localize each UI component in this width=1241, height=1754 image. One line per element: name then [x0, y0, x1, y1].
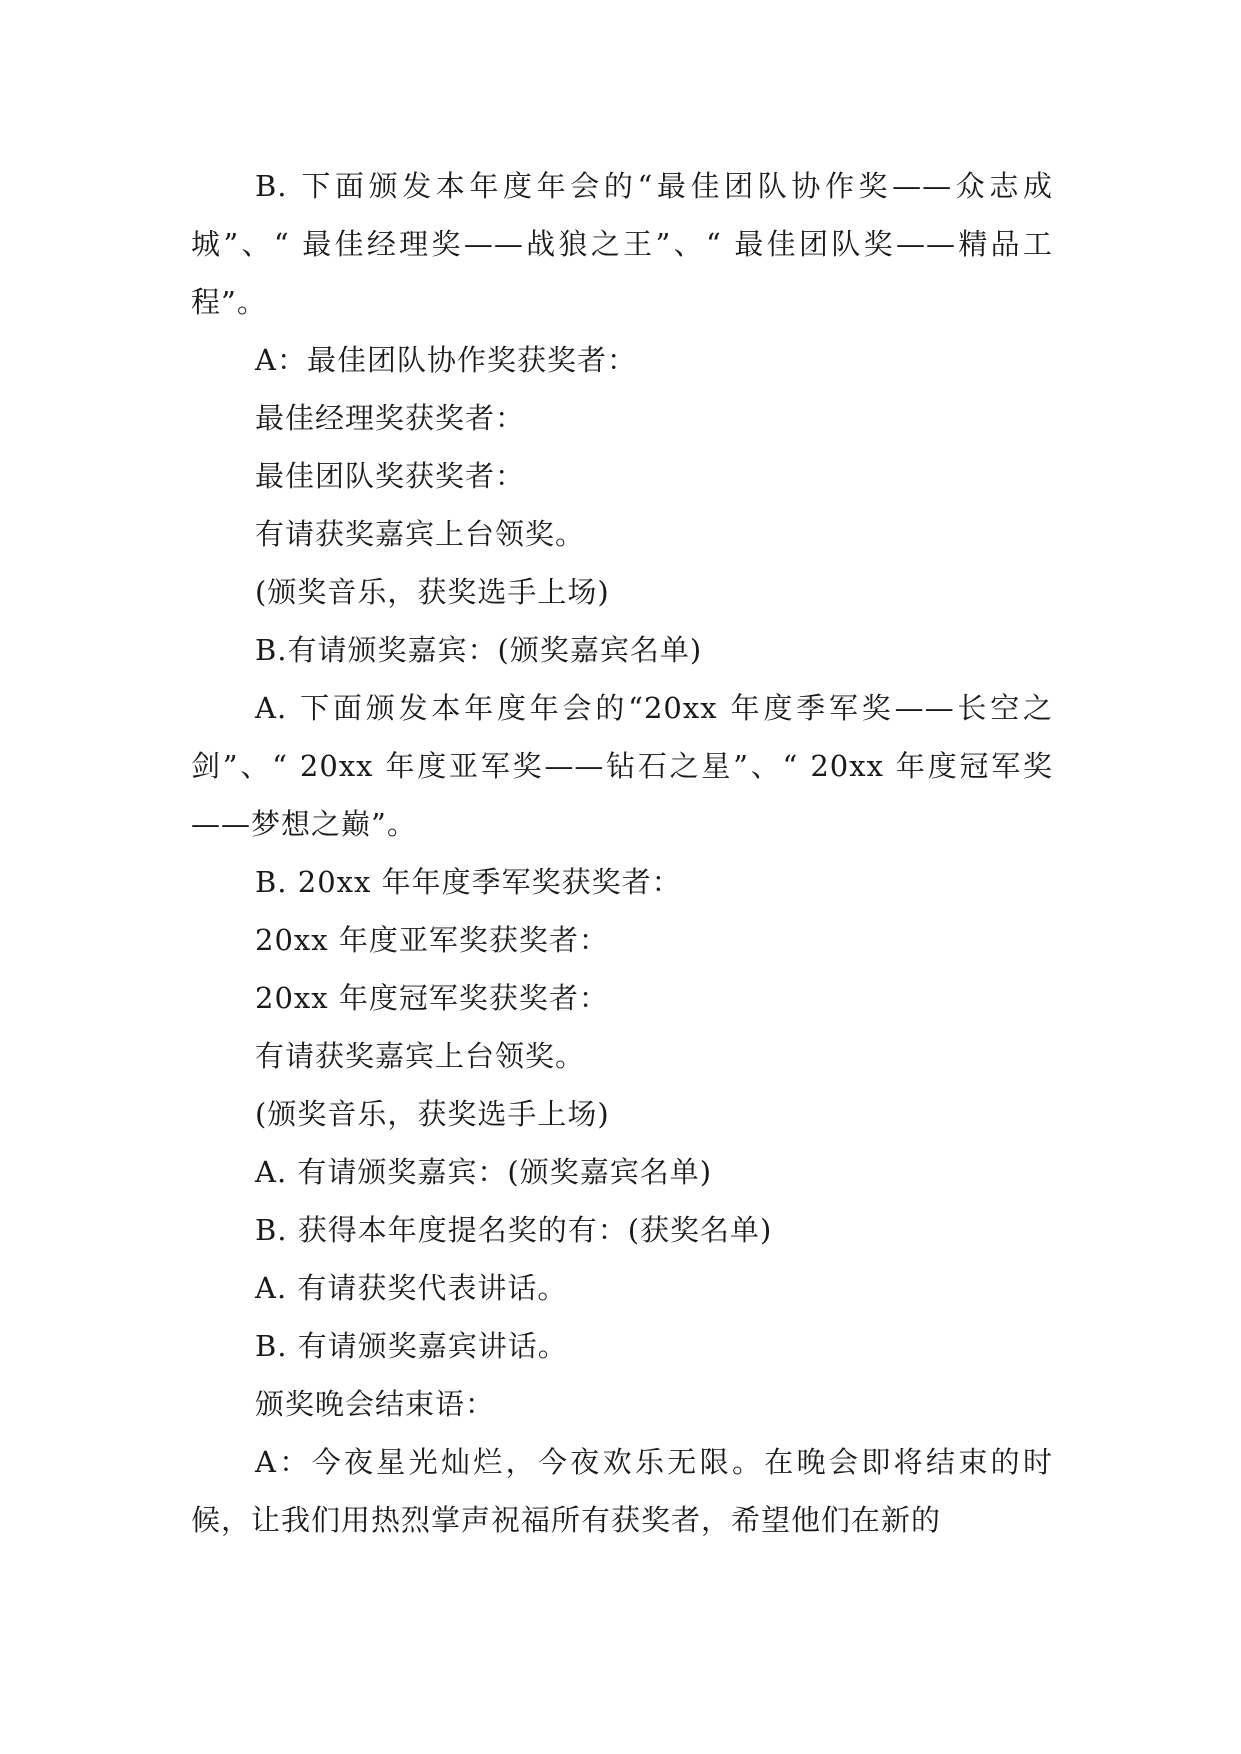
- paragraph-music-cue-2: (颁奖音乐，获奖选手上场): [255, 1097, 610, 1131]
- paragraph-music-cue-1: (颁奖音乐，获奖选手上场): [255, 575, 610, 609]
- document-body: [191, 157, 1053, 1549]
- paragraph-second-place-winner: 20xx 年度亚军奖获奖者：: [255, 923, 609, 957]
- paragraph-invite-winners-1: 有请获奖嘉宾上台领奖。: [255, 517, 586, 551]
- paragraph-award-intro-1: B. 下面颁发本年度年会的“最佳团队协作奖——众志成城”、“ 最佳经理奖——战狼之王”、“ 最佳团队奖——精品工程”。: [191, 169, 1053, 319]
- paragraph-presenter-speech: B. 有请颁奖嘉宾讲话。: [255, 1329, 568, 1363]
- paragraph-invite-winners-2: 有请获奖嘉宾上台领奖。: [255, 1039, 586, 1073]
- paragraph-presenters-2: A. 有请颁奖嘉宾：(颁奖嘉宾名单): [255, 1155, 713, 1189]
- paragraph-team-cooperation-winner: A：最佳团队协作奖获奖者：: [255, 343, 637, 377]
- paragraph-winner-speech: A. 有请获奖代表讲话。: [255, 1271, 568, 1305]
- paragraph-award-intro-2: A. 下面颁发本年度年会的“20xx 年度季军奖——长空之剑”、“ 20xx 年度亚军奖——钻石之星”、“ 20xx 年度冠军奖——梦想之巅”。: [191, 691, 1053, 841]
- paragraph-first-place-winner: 20xx 年度冠军奖获奖者：: [255, 981, 609, 1015]
- paragraph-manager-winner: 最佳经理奖获奖者：: [255, 401, 526, 435]
- paragraph-nomination-awards: B. 获得本年度提名奖的有：(获奖名单): [255, 1213, 773, 1247]
- paragraph-closing-remarks: A：今夜星光灿烂，今夜欢乐无限。在晚会即将结束的时候，让我们用热烈掌声祝福所有获奖者，希望他们在新的: [191, 1445, 1053, 1537]
- paragraph-presenters-1: B.有请颁奖嘉宾：(颁奖嘉宾名单): [255, 633, 703, 667]
- paragraph-third-place-winner: B. 20xx 年年度季军奖获奖者：: [255, 865, 682, 899]
- paragraph-team-winner: 最佳团队奖获奖者：: [255, 459, 526, 493]
- paragraph-closing-heading: 颁奖晚会结束语：: [255, 1387, 496, 1421]
